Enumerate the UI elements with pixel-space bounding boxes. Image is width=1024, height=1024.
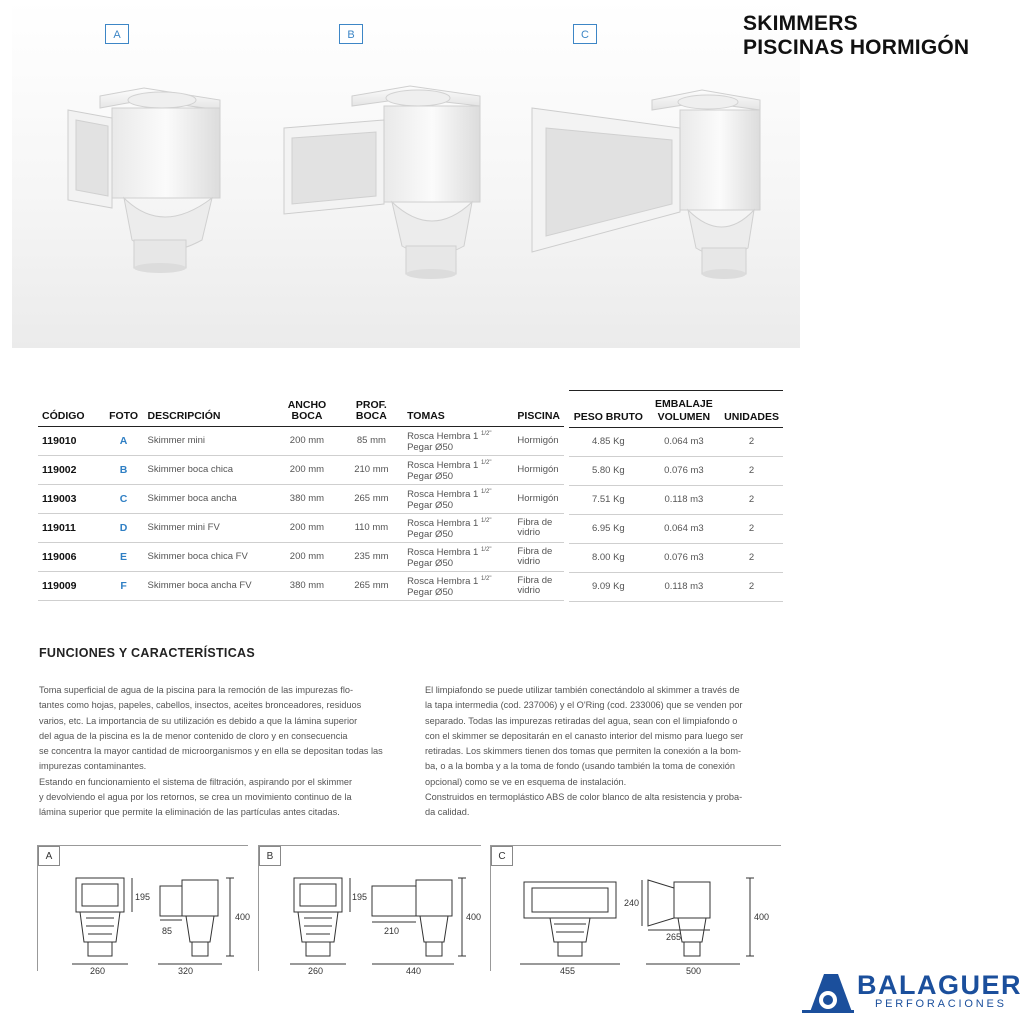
tomas-line2: Pegar Ø50 bbox=[407, 470, 454, 482]
cell-descripcion: Skimmer mini FV bbox=[144, 514, 275, 543]
cell-peso: 8.00 Kg bbox=[569, 544, 648, 573]
cell-prof: 235 mm bbox=[340, 543, 403, 572]
tomas-sup: 1/2" bbox=[480, 547, 492, 554]
cell-codigo: 119009 bbox=[38, 572, 104, 601]
dim-c-side-width: 500 bbox=[686, 966, 702, 976]
cell-prof: 265 mm bbox=[340, 485, 403, 514]
features-left-text: Toma superficial de agua de la piscina para la remoción de las impurezas flo- tantes como hojas, papeles, cabellos, insectos, aceites bronceadores, residuos varios, etc. La importancia de su utilización es debido a que la lámina superior del agua de la piscina es la de menor contenido de cloro y en consecuencia se concentra la mayor cantidad de microorganismos y en ella se depositan todas las impurezas contaminantes. Estando en funcionamiento el sistema de filtración, aspirando por el skimmer y devolviendo el agua por los retornos, se crea un movimiento continuo de la lámina superior que permite la eliminación de las partículas antes citadas. bbox=[39, 685, 383, 818]
cell-unidades: 2 bbox=[720, 457, 783, 486]
diagram-label-b: B bbox=[259, 846, 281, 866]
table-row bbox=[569, 486, 783, 515]
cell-codigo: 119011 bbox=[38, 514, 104, 543]
cell-foto: A bbox=[104, 427, 144, 456]
col-descripcion: DESCRIPCIÓN bbox=[144, 390, 275, 427]
cell-volumen: 0.064 m3 bbox=[648, 515, 721, 544]
cell-piscina: Hormigón bbox=[513, 456, 564, 485]
cell-unidades: 2 bbox=[720, 486, 783, 515]
cell-foto: F bbox=[104, 572, 144, 601]
diagram-a-drawing bbox=[62, 868, 251, 978]
dim-a-side-width: 320 bbox=[178, 966, 194, 976]
skimmer-b-photo bbox=[284, 86, 480, 279]
photo-label-c: C bbox=[573, 24, 597, 44]
cell-peso: 5.80 Kg bbox=[569, 457, 648, 486]
cell-descripcion: Skimmer boca chica bbox=[144, 456, 275, 485]
cell-tomas bbox=[403, 514, 513, 543]
cell-volumen: 0.076 m3 bbox=[648, 457, 721, 486]
table-row bbox=[38, 543, 564, 572]
features-title: FUNCIONES Y CARACTERÍSTICAS bbox=[39, 646, 255, 660]
cell-descripcion: Skimmer boca chica FV bbox=[144, 543, 275, 572]
col-foto: FOTO bbox=[104, 390, 144, 427]
dim-a-front-width: 260 bbox=[90, 966, 106, 976]
col-unidades: UNIDADES bbox=[720, 391, 783, 428]
tomas-line2: Pegar Ø50 bbox=[407, 557, 454, 569]
logo-name: BALAGUER bbox=[857, 970, 1022, 1000]
table-row bbox=[38, 427, 564, 456]
cell-tomas bbox=[403, 543, 513, 572]
cell-ancho: 200 mm bbox=[274, 543, 340, 572]
dim-c-mouth-depth: 265 bbox=[666, 932, 682, 942]
table-row bbox=[569, 457, 783, 486]
cell-descripcion: Skimmer mini bbox=[144, 427, 275, 456]
diagram-b-drawing bbox=[282, 868, 480, 978]
dim-b-mouth-height: 195 bbox=[352, 892, 368, 902]
tomas-line1: Rosca Hembra 1 bbox=[407, 489, 479, 501]
cell-foto: E bbox=[104, 543, 144, 572]
cell-descripcion: Skimmer boca ancha FV bbox=[144, 572, 275, 601]
cell-foto: D bbox=[104, 514, 144, 543]
page-title-line2: PISCINAS HORMIGÓN bbox=[743, 36, 970, 59]
tomas-sup: 1/2" bbox=[480, 576, 492, 583]
col-volumen-label: VOLUMEN bbox=[657, 411, 711, 423]
features-right-text: El limpiafondo se puede utilizar también conectándolo al skimmer a través de la tapa intermedia (cod. 237006) y el O'Ring (cod. 233006) que se venden por separado. Todas las impurezas retiradas del agua, sean con el limpiafondo o con el skimmer se depositarán en el canasto interior del mismo para luego ser retiradas. Los skimmers tienen dos tomas que permiten la conexión a la bom- ba, o a la bomba y a la toma de fondo (usando también la toma de conexión opcional) como se ve en esquema de instalación. Construidos en termoplástico ABS de color blanco de alta resistencia y proba- da calidad. bbox=[425, 685, 744, 818]
cell-ancho: 200 mm bbox=[274, 514, 340, 543]
cell-descripcion: Skimmer boca ancha bbox=[144, 485, 275, 514]
tomas-line2: Pegar Ø50 bbox=[407, 499, 454, 511]
cell-volumen: 0.118 m3 bbox=[648, 486, 721, 515]
table-row bbox=[38, 485, 564, 514]
cell-volumen: 0.118 m3 bbox=[648, 573, 721, 602]
cell-tomas bbox=[403, 456, 513, 485]
cell-volumen: 0.076 m3 bbox=[648, 544, 721, 573]
table-row bbox=[569, 544, 783, 573]
dim-c-mouth-height: 240 bbox=[624, 898, 640, 908]
cell-ancho: 200 mm bbox=[274, 456, 340, 485]
dim-b-total-height: 400 bbox=[466, 912, 482, 922]
col-prof: PROF. BOCA bbox=[340, 390, 403, 427]
cell-unidades: 2 bbox=[720, 515, 783, 544]
tomas-sup: 1/2" bbox=[480, 431, 492, 438]
cell-prof: 210 mm bbox=[340, 456, 403, 485]
dim-b-mouth-depth: 210 bbox=[384, 926, 400, 936]
tomas-sup: 1/2" bbox=[480, 460, 492, 467]
cell-peso: 4.85 Kg bbox=[569, 428, 648, 457]
table-row bbox=[569, 428, 783, 457]
table-row bbox=[569, 515, 783, 544]
dim-b-front-width: 260 bbox=[308, 966, 324, 976]
cell-tomas bbox=[403, 485, 513, 514]
tomas-line2: Pegar Ø50 bbox=[407, 441, 454, 453]
cell-piscina: Hormigón bbox=[513, 485, 564, 514]
product-photo-area bbox=[12, 0, 800, 348]
tomas-line1: Rosca Hembra 1 bbox=[407, 518, 479, 530]
dim-c-total-height: 400 bbox=[754, 912, 770, 922]
dim-b-side-width: 440 bbox=[406, 966, 422, 976]
embalaje-group: EMBALAJE bbox=[655, 398, 713, 410]
skimmer-c-photo bbox=[532, 90, 760, 279]
cell-foto: C bbox=[104, 485, 144, 514]
diagram-label-a: A bbox=[38, 846, 60, 866]
dim-a-total-height: 400 bbox=[235, 912, 251, 922]
cell-piscina: Fibra de vidrio bbox=[513, 514, 564, 543]
logo-subtitle: PERFORACIONES bbox=[875, 998, 1007, 1010]
photo-label-b: B bbox=[339, 24, 363, 44]
tomas-sup: 1/2" bbox=[480, 489, 492, 496]
table-row bbox=[38, 514, 564, 543]
balaguer-logo-icon bbox=[802, 972, 856, 1014]
cell-tomas bbox=[403, 572, 513, 601]
skimmer-a-photo bbox=[68, 88, 220, 273]
tomas-line1: Rosca Hembra 1 bbox=[407, 547, 479, 559]
cell-prof: 265 mm bbox=[340, 572, 403, 601]
col-codigo: CÓDIGO bbox=[38, 390, 104, 427]
cell-piscina: Fibra de vidrio bbox=[513, 572, 564, 601]
tomas-sup: 1/2" bbox=[480, 518, 492, 525]
cell-volumen: 0.064 m3 bbox=[648, 428, 721, 457]
cell-peso: 9.09 Kg bbox=[569, 573, 648, 602]
col-peso: PESO BRUTO bbox=[569, 391, 648, 428]
cell-prof: 110 mm bbox=[340, 514, 403, 543]
table-row bbox=[38, 456, 564, 485]
cell-codigo: 119010 bbox=[38, 427, 104, 456]
page-title bbox=[743, 12, 969, 60]
cell-piscina: Fibra de vidrio bbox=[513, 543, 564, 572]
cell-ancho: 200 mm bbox=[274, 427, 340, 456]
dim-a-mouth-depth: 85 bbox=[162, 926, 173, 936]
tomas-line1: Rosca Hembra 1 bbox=[407, 576, 479, 588]
tomas-line2: Pegar Ø50 bbox=[407, 528, 454, 540]
cell-codigo: 119002 bbox=[38, 456, 104, 485]
page-title-line1: SKIMMERS bbox=[743, 12, 858, 35]
cell-unidades: 2 bbox=[720, 573, 783, 602]
cell-unidades: 2 bbox=[720, 428, 783, 457]
spec-table-header bbox=[38, 390, 564, 427]
col-tomas: TOMAS bbox=[403, 390, 513, 427]
cell-unidades: 2 bbox=[720, 544, 783, 573]
cell-prof: 85 mm bbox=[340, 427, 403, 456]
tomas-line2: Pegar Ø50 bbox=[407, 586, 454, 598]
dim-a-mouth-height: 195 bbox=[135, 892, 151, 902]
skimmer-photos bbox=[12, 0, 800, 348]
cell-ancho: 380 mm bbox=[274, 572, 340, 601]
tomas-line1: Rosca Hembra 1 bbox=[407, 431, 479, 443]
col-piscina: PISCINA bbox=[513, 390, 564, 427]
tomas-line1: Rosca Hembra 1 bbox=[407, 460, 479, 472]
diagram-label-c: C bbox=[491, 846, 513, 866]
cell-tomas bbox=[403, 427, 513, 456]
table-row bbox=[569, 573, 783, 602]
cell-piscina: Hormigón bbox=[513, 427, 564, 456]
spec-table bbox=[38, 390, 564, 601]
cell-peso: 7.51 Kg bbox=[569, 486, 648, 515]
col-ancho: ANCHO BOCA bbox=[274, 390, 340, 427]
cell-ancho: 380 mm bbox=[274, 485, 340, 514]
cell-peso: 6.95 Kg bbox=[569, 515, 648, 544]
photo-label-a: A bbox=[105, 24, 129, 44]
dim-c-front-width: 455 bbox=[560, 966, 576, 976]
cell-foto: B bbox=[104, 456, 144, 485]
table-row bbox=[38, 572, 564, 601]
packaging-table bbox=[569, 390, 783, 602]
packaging-header bbox=[569, 391, 783, 428]
cell-codigo: 119003 bbox=[38, 485, 104, 514]
diagram-c-drawing bbox=[514, 868, 780, 978]
cell-codigo: 119006 bbox=[38, 543, 104, 572]
col-volumen bbox=[648, 391, 721, 428]
